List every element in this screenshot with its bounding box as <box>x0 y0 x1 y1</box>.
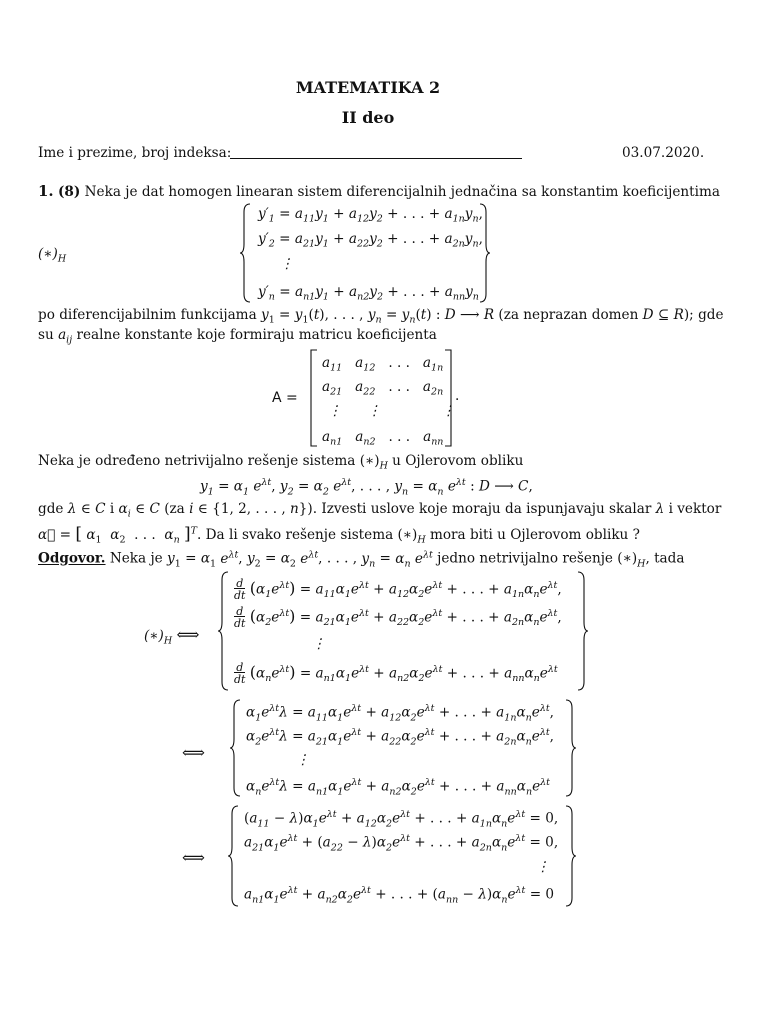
left-brace-icon <box>218 572 230 690</box>
exam-date: 03.07.2020. <box>622 145 705 161</box>
block3-row-2: $a_{21}\alpha_1e^{\lambda t} + (a_{22} - \lambda)\alpha_2e^{\lambda t}$ + . . . + $a_{2n}\alpha_ne^{\lambda t} = 0$, <box>244 833 559 854</box>
left-bracket-icon <box>310 350 318 446</box>
page-subtitle: II deo <box>341 108 395 127</box>
name-label: Ime i prezime, broj indeksa: <box>38 145 232 161</box>
right-brace-icon <box>480 204 492 302</box>
euler-form: $y_1 = \alpha_1$ $e^{\lambda t}$, $y_2 = \alpha_2$ $e^{\lambda t}$, . . . , $y_n = \alpha_n$ $e^{\lambda t}$ : D ⟶ C, <box>200 477 533 498</box>
name-field-line[interactable] <box>230 158 522 159</box>
block3-row-n: $a_{n1}\alpha_1e^{\lambda t} + a_{n2}\alpha_2e^{\lambda t}$ + . . . + $(a_{nn} - \lambda)\alpha_ne^{\lambda t} = 0$ <box>244 885 555 906</box>
answer-line: Odgovor. Neka je $y_1 = \alpha_1$ $e^{\lambda t}$, $y_2 = \alpha_2$ $e^{\lambda t}$, . . . , $y_n = \alpha_n$ $e^{\lambda t}$ jedno netrivijalno rešenje $(∗)_H$, tada <box>38 549 685 570</box>
block1-vdots: ⋮ <box>312 636 326 652</box>
text-euler-intro: Neka je određeno netrivijalno rešenje sistema $(∗)_H$ u Ojlerovom obliku <box>38 453 524 472</box>
right-brace-icon <box>578 572 590 690</box>
block2-row-1: $\alpha_1e^{\lambda t}\lambda = a_{11}\alpha_1e^{\lambda t} + a_{12}\alpha_2e^{\lambda t}$ + . . . + $a_{1n}\alpha_ne^{\lambda t}$, <box>246 703 554 724</box>
problem-intro: Neka je dat homogen linearan sistem diferencijalnih jednačina sa konstantim koeficijentima <box>84 184 720 200</box>
block1-row-n: d dt $(\alpha_ne^{\lambda t}) = a_{n1}\alpha_1e^{\lambda t} + a_{n2}\alpha_2e^{\lambda t}$ + . . . + $a_{nn}\alpha_ne^{\lambda t}$ <box>234 661 558 686</box>
right-bracket-icon <box>444 350 452 446</box>
iff-label-1: $(∗)_H$ ⟺ <box>144 625 200 647</box>
page-title: MATEMATIKA 2 <box>295 78 441 97</box>
text-conditions: gde λ ∈ C i $\alpha_i$ ∈ C (za i ∈ {1, 2, . . . , n}). Izvesti uslove koje moraju da ispunjavaju skalar λ i vektor <box>38 501 722 520</box>
block2-row-2: $\alpha_2e^{\lambda t}\lambda = a_{21}\alpha_1e^{\lambda t} + a_{22}\alpha_2e^{\lambda t}$ + . . . + $a_{2n}\alpha_ne^{\lambda t}$, <box>246 727 554 748</box>
matrix-row-n: $a_{n1}$ $a_{n2}$ . . . $a_{nn}$ <box>322 429 444 448</box>
matrix-end: . <box>455 388 460 404</box>
system-row-1: $y'_1 = a_{11}y_1 + a_{12}y_2$ + . . . + $a_{1n}y_n$, <box>258 206 483 225</box>
text-functions: po diferencijabilnim funkcijama $y_1 = y_1(t)$, . . . , $y_n = y_n(t)$ : D ⟶ R (za neprazan domen D ⊆ R); gde <box>38 307 724 326</box>
block2-vdots: ⋮ <box>296 752 310 768</box>
block3-row-1: $(a_{11} - \lambda)\alpha_1e^{\lambda t} + a_{12}\alpha_2e^{\lambda t}$ + . . . + $a_{1n}\alpha_ne^{\lambda t} = 0$, <box>244 809 559 830</box>
system-vdots: ⋮ <box>280 256 294 272</box>
matrix-row-vdots: ⋮ ⋮ ⋮ <box>328 403 456 419</box>
matrix-label: A = <box>272 390 298 406</box>
iff-symbol-2: ⟺ <box>182 743 205 762</box>
left-brace-icon <box>228 806 240 906</box>
block1-row-1: d dt $(\alpha_1e^{\lambda t}) = a_{11}\alpha_1e^{\lambda t} + a_{12}\alpha_2e^{\lambda t}$ + . . . + $a_{1n}\alpha_ne^{\lambda t}$, <box>234 577 562 602</box>
matrix-row-2: $a_{21}$ $a_{22}$ . . . $a_{2n}$ <box>322 379 444 398</box>
problem-heading <box>38 182 720 200</box>
matrix-row-1: $a_{11}$ $a_{12}$ . . . $a_{1n}$ <box>322 355 444 374</box>
left-brace-icon <box>240 204 252 302</box>
right-brace-icon <box>566 700 578 796</box>
answer-label: Odgovor. <box>38 550 106 567</box>
text-question: α⃗ = [ $\alpha_1$ $\alpha_2$ . . . $\alpha_n$ ]$^T$. Da li svako rešenje sistema $(∗)_H$ mora biti u Ojlerovom obliku ? <box>38 524 640 546</box>
system-row-n: $y'_n = a_{n1}y_1 + a_{n2}y_2$ + . . . + $a_{nn}y_n$ <box>258 284 479 303</box>
left-brace-icon <box>230 700 242 796</box>
text-coefficients: su $a_{ij}$ realne konstante koje formiraju matricu koeficijenta <box>38 327 437 346</box>
problem-points: (8) <box>58 184 81 200</box>
block2-row-n: $\alpha_ne^{\lambda t}\lambda = a_{n1}\alpha_1e^{\lambda t} + a_{n2}\alpha_2e^{\lambda t}$ + . . . + $a_{nn}\alpha_ne^{\lambda t}$ <box>246 777 550 798</box>
problem-number: 1. <box>38 182 54 200</box>
right-brace-icon <box>566 806 578 906</box>
iff-symbol-3: ⟺ <box>182 848 205 867</box>
system-label: $(∗)_H$ <box>38 246 67 265</box>
system-row-2: $y'_2 = a_{21}y_1 + a_{22}y_2$ + . . . + $a_{2n}y_n$, <box>258 231 483 250</box>
block3-vdots: ⋮ <box>536 859 550 875</box>
block1-row-2: d dt $(\alpha_2e^{\lambda t}) = a_{21}\alpha_1e^{\lambda t} + a_{22}\alpha_2e^{\lambda t}$ + . . . + $a_{2n}\alpha_ne^{\lambda t}$, <box>234 605 562 630</box>
